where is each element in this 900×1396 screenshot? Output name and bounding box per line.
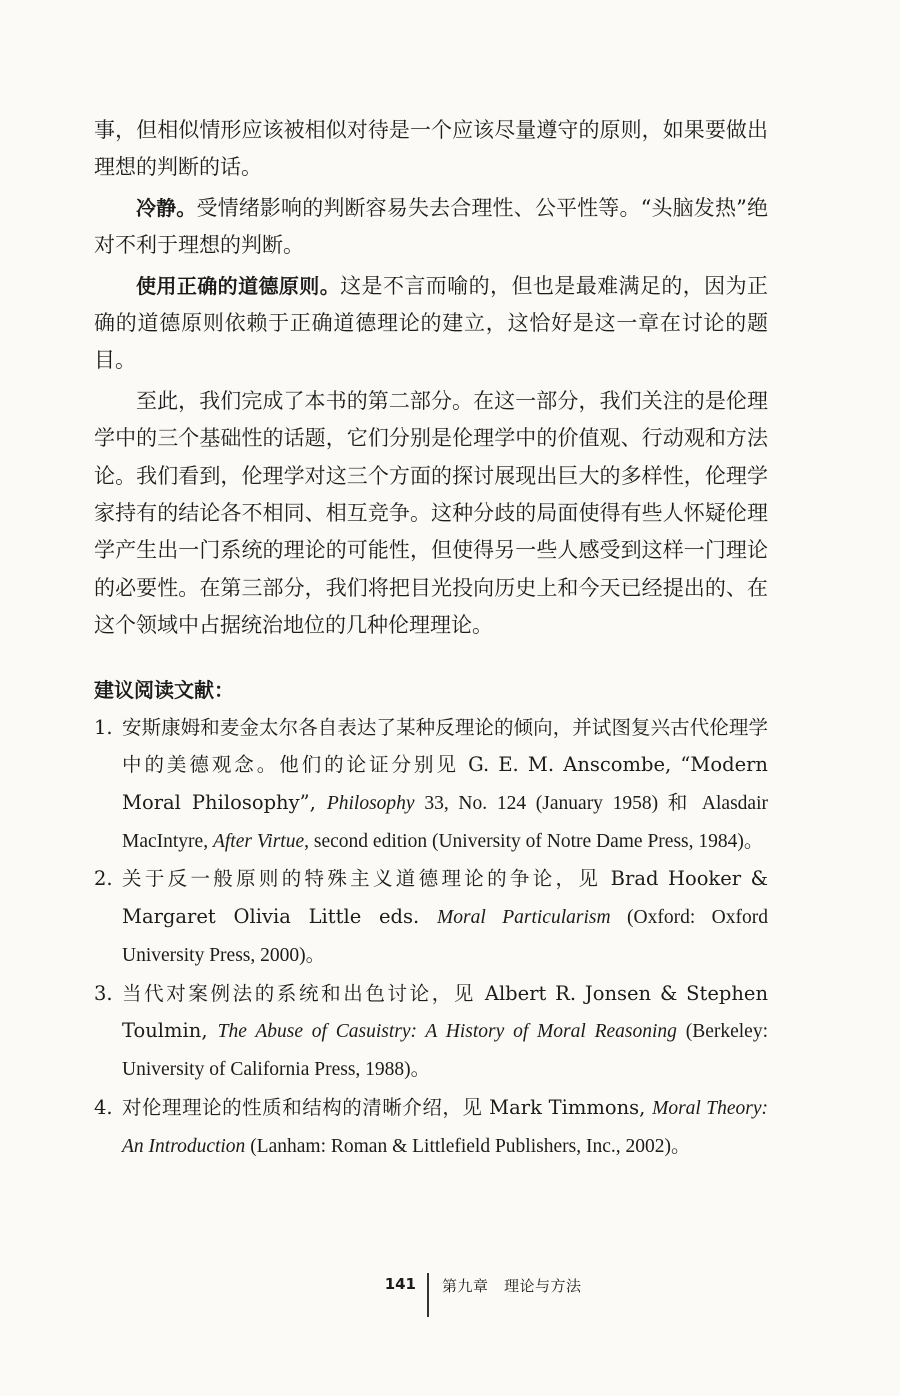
references-heading: 建议阅读文献： xyxy=(94,677,234,702)
reference-title: The Abuse of Casuistry: A History of Moral Reasoning xyxy=(217,1020,677,1042)
reference-item xyxy=(94,709,768,861)
reference-text: 关于反一般原则的特殊主义道德理论的争论，见 Brad Hooker & Margaret Olivia Little eds. xyxy=(122,867,768,928)
reference-text: (Berkeley: University of California Press, 1988)。 xyxy=(122,1020,768,1081)
reference-text: 33, No. 124 (January 1958) 和 Alasdair MacIntyre, xyxy=(122,792,768,852)
reference-number: 4. xyxy=(94,1095,113,1119)
reference-number: 3. xyxy=(94,981,113,1005)
paragraph-continued xyxy=(94,112,768,187)
reference-text: 安斯康姆和麦金太尔各自表达了某种反理论的倾向，并试图复兴古代伦理学中的美德观念。他们的论证分别见 G. E. M. Anscombe, “Modern Moral Philosophy”, xyxy=(122,715,768,814)
running-chapter-title: 第九章 理论与方法 xyxy=(442,1277,582,1295)
reference-item xyxy=(94,860,768,974)
paragraph-correct-principles xyxy=(94,268,768,380)
paragraph-text: 受情绪影响的判断容易失去合理性、公平性等。“头脑发热”绝对不利于理想的判断。 xyxy=(94,195,768,258)
reference-title: After Virtue xyxy=(212,830,305,852)
reference-title: Philosophy xyxy=(326,792,415,814)
references-list xyxy=(94,709,768,1166)
reference-text: (Oxford: Oxford University Press, 2000)。 xyxy=(122,906,769,967)
paragraph-text: 这是不言而喻的，但也是最难满足的，因为正确的道德原则依赖于正确道德理论的建立，这恰好是这一章在讨论的题目。 xyxy=(94,273,769,373)
paragraph-text: 事，但相似情形应该被相似对待是一个应该尽量遵守的原则，如果要做出理想的判断的话。 xyxy=(94,118,768,180)
paragraph-lead: 冷静。 xyxy=(136,195,197,220)
reference-text: 当代对案例法的系统和出色讨论，见 Albert R. Jonsen & Stephen Toulmin, xyxy=(122,981,768,1042)
reference-item xyxy=(94,975,768,1089)
reference-number: 1. xyxy=(94,715,113,739)
footer-divider xyxy=(427,1273,429,1317)
reference-number: 2. xyxy=(94,867,113,891)
reference-text: , second edition (University of Notre Dame Press, 1984)。 xyxy=(304,830,764,852)
page-number: 141 xyxy=(384,1275,416,1293)
page-footer xyxy=(0,1273,900,1323)
page-body xyxy=(94,112,768,1166)
reference-title: Moral Theory: An Introduction xyxy=(122,1097,768,1158)
paragraph-text: 至此，我们完成了本书的第二部分。在这一部分，我们关注的是伦理学中的三个基础性的话题，它们分别是伦理学中的价值观、行动观和方法论。我们看到，伦理学对这三个方面的探讨展现出巨大的多样性，伦理学家持有的结论各不相同、相互竞争。这种分歧的局面使得有些人怀疑伦理学产生出一门系统的理论的可能性，但使得另一些人感受到这样一门理论的必要性。在第三部分，我们将把目光投向历史上和今天已经提出的、在这个领域中占据统治地位的几种伦理理论。 xyxy=(94,388,768,638)
paragraph-lead: 使用正确的道德原则。 xyxy=(136,273,341,298)
paragraph-part-two-summary xyxy=(94,383,768,645)
paragraph-calm xyxy=(94,190,768,265)
reference-title: Moral Particularism xyxy=(437,906,611,928)
reference-item xyxy=(94,1089,768,1166)
reference-text: 对伦理理论的性质和结构的清晰介绍，见 Mark Timmons, xyxy=(122,1095,653,1119)
reference-text: (Lanham: Roman & Littlefield Publishers, Inc., 2002)。 xyxy=(245,1136,691,1158)
